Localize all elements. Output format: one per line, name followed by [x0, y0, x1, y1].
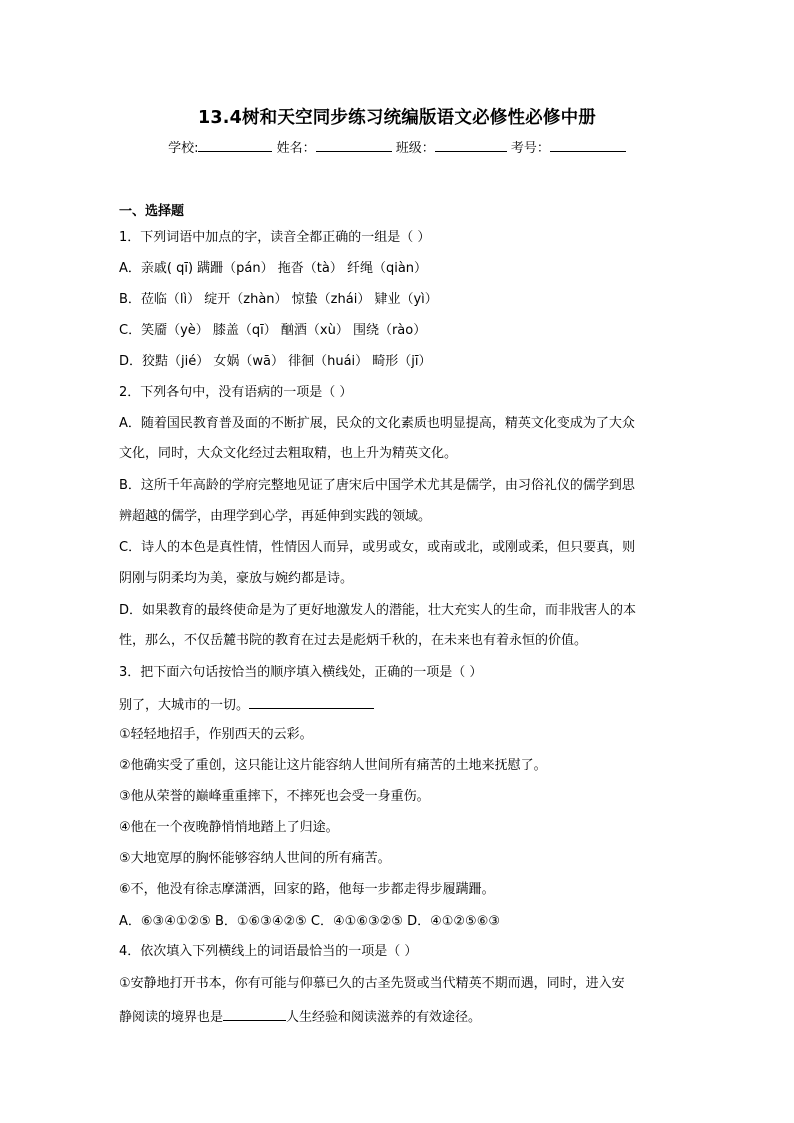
- q2-option-a-line2: 文化，同时，大众文化经过去粗取精，也上升为精英文化。: [119, 446, 458, 461]
- school-label: 学校:: [168, 141, 199, 156]
- student-info-line: [0, 137, 794, 156]
- q3-options: A．⑥③④①②⑤ B．①⑥③④②⑤ C．④①⑥③②⑤ D．④①②⑤⑥③: [119, 914, 500, 929]
- class-label: 班级：: [395, 141, 435, 156]
- q3-lead: [119, 696, 374, 714]
- q3-answer-blank[interactable]: [249, 696, 374, 709]
- q3-stem: 3．把下面六句话按恰当的顺序填入横线处，正确的一项是（ ）: [119, 665, 483, 680]
- q4-stem: 4．依次填入下列横线上的词语最恰当的一项是（ ）: [119, 944, 418, 959]
- q3-sentence-2: ②他确实受了重创，这只能让这片能容纳人世间所有痛苦的土地来抚慰了。: [119, 758, 547, 773]
- q2-option-a-line1: A．随着国民教育普及面的不断扩展，民众的文化素质也明显提高，精英文化变成为了大众: [119, 416, 635, 431]
- q1-stem: 1．下列词语中加点的字，读音全都正确的一组是（ ）: [119, 230, 431, 245]
- q1-option-d: D．狡黠（jié） 女娲（wā） 徘徊（huái） 畸形（jī）: [119, 354, 432, 369]
- q3-sentence-6: ⑥不，他没有徐志摩潇洒，回家的路，他每一步都走得步履蹒跚。: [119, 882, 495, 897]
- class-field[interactable]: [435, 138, 507, 152]
- q4-fill-blank[interactable]: [223, 1008, 286, 1021]
- document-title: 13.4树和天空同步练习统编版语文必修性必修中册: [198, 108, 596, 128]
- q3-sentence-5: ⑤大地宽厚的胸怀能够容纳人世间的所有痛苦。: [119, 851, 391, 866]
- q2-option-b-line2: 辨超越的儒学，由理学到心学，再延伸到实践的领域。: [119, 509, 432, 524]
- q2-stem: 2．下列各句中，没有语病的一项是（ ）: [119, 385, 353, 400]
- q2-option-d-line2: 性，那么，不仅岳麓书院的教育在过去是彪炳千秋的，在未来也有着永恒的价值。: [119, 633, 588, 648]
- name-label: 姓名：: [276, 141, 316, 156]
- q1-option-a: A．亲戚( qī) 蹒跚（pán） 拖沓（tà） 纤绳（qiàn）: [119, 261, 428, 276]
- q4-passage-pre: 静阅读的境界也是: [119, 1010, 224, 1025]
- q3-sentence-1: ①轻轻地招手，作别西天的云彩。: [119, 727, 313, 742]
- school-field[interactable]: [198, 138, 272, 152]
- q3-sentence-3: ③他从荣誉的巅峰重重摔下，不摔死也会受一身重伤。: [119, 789, 430, 804]
- section-title: 一、选择题: [119, 204, 185, 219]
- q4-passage-line1: ①安静地打开书本，你有可能与仰慕已久的古圣先贤或当代精英不期而遇，同时，进入安: [119, 976, 625, 991]
- q3-sentence-4: ④他在一个夜晚静悄悄地踏上了归途。: [119, 820, 339, 835]
- q4-passage-line2: [119, 1008, 481, 1026]
- q3-lead-text: 别了，大城市的一切。: [119, 698, 250, 713]
- id-label: 考号：: [510, 141, 550, 156]
- name-field[interactable]: [316, 138, 392, 152]
- q2-option-c-line1: C．诗人的本色是真性情，性情因人而异，或男或女，或南或北，或刚或柔，但只要真，则: [119, 540, 636, 555]
- q2-option-d-line1: D．如果教育的最终使命是为了更好地激发人的潜能，壮大充实人的生命，而非戕害人的本: [119, 603, 637, 618]
- q1-option-c: C．笑靥（yè） 膝盖（qī） 酗酒（xù） 围绕（rào）: [119, 323, 427, 338]
- id-field[interactable]: [550, 138, 626, 152]
- q4-passage-post: 人生经验和阅读滋养的有效途径。: [286, 1010, 482, 1025]
- q2-option-c-line2: 阴刚与阴柔均为美，豪放与婉约都是诗。: [119, 571, 354, 586]
- q1-option-b: B．莅临（lì） 绽开（zhàn） 惊蛰（zhái） 肄业（yì）: [119, 292, 438, 307]
- q2-option-b-line1: B．这所千年高龄的学府完整地见证了唐宋后中国学术尤其是儒学，由习俗礼仪的儒学到思: [119, 478, 635, 493]
